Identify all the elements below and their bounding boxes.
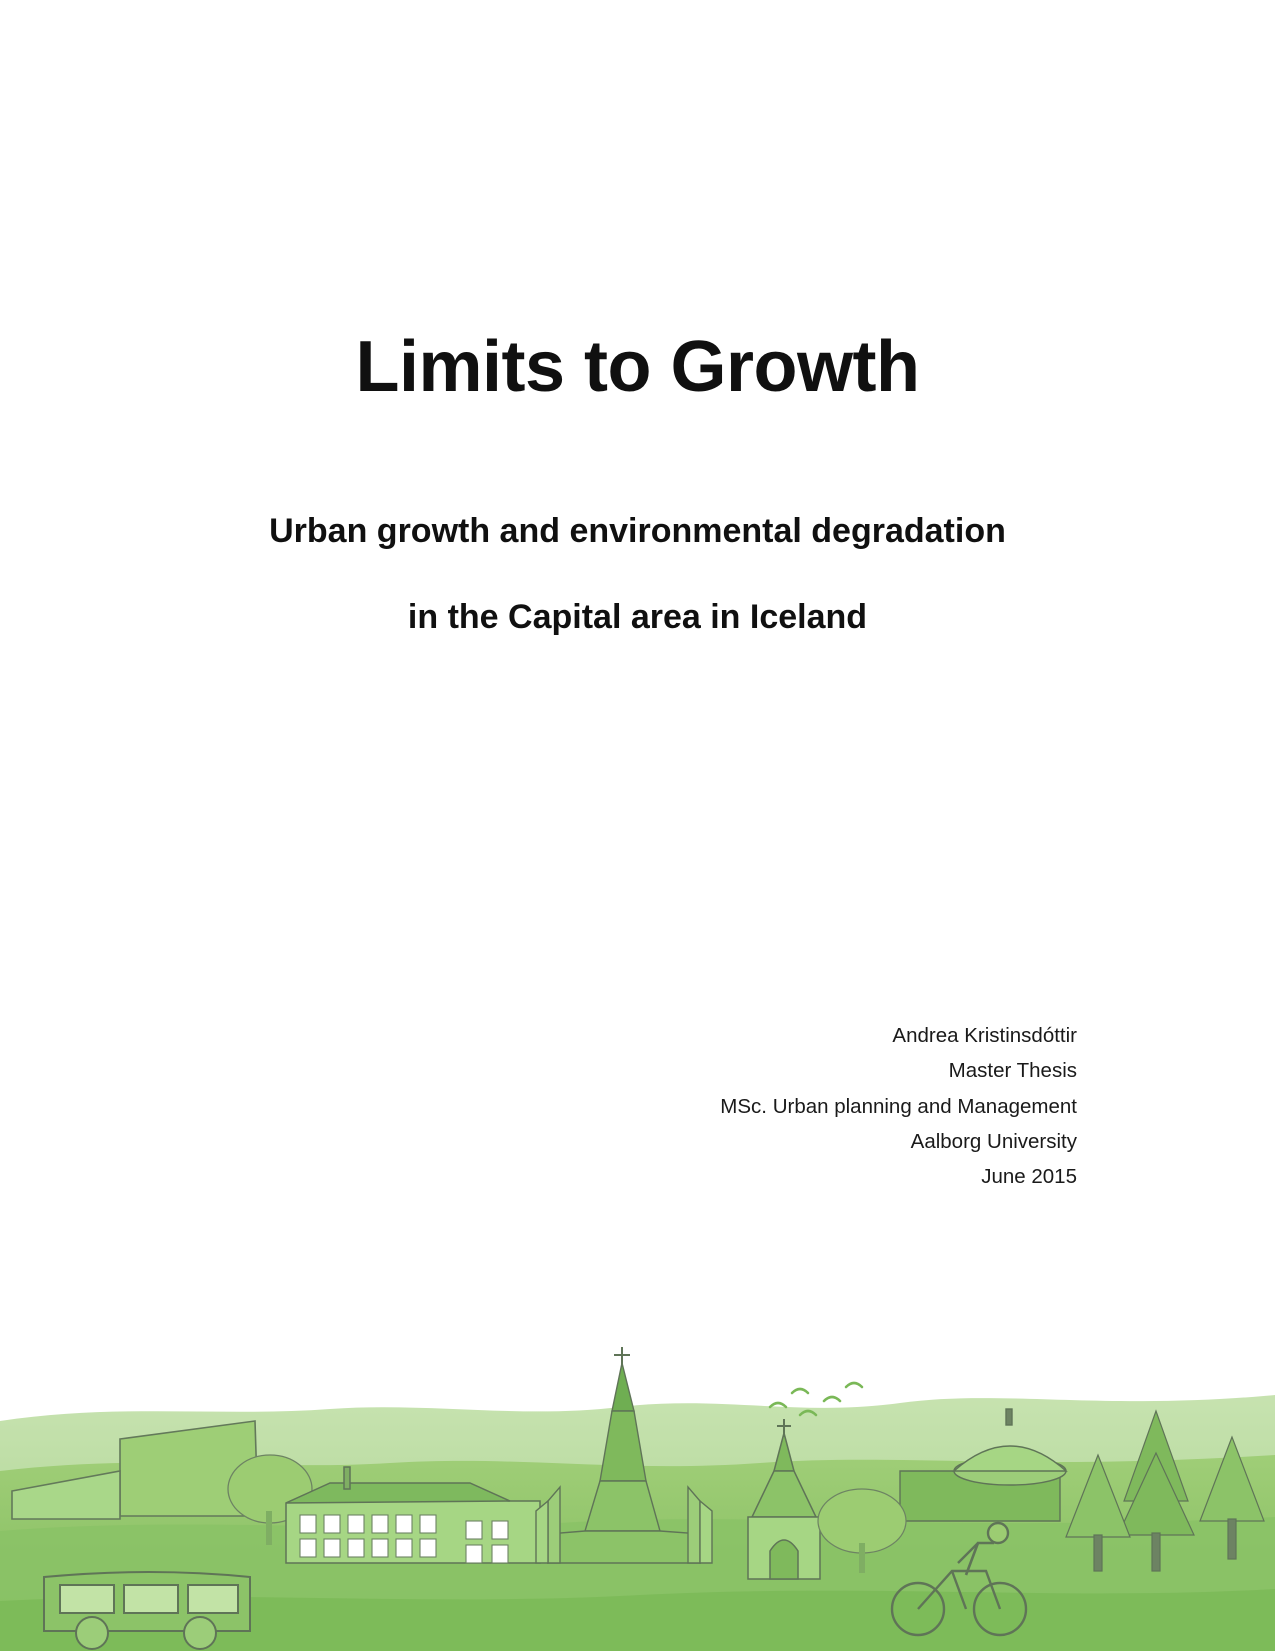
pine-trees-icon	[1066, 1411, 1264, 1571]
author-name: Andrea Kristinsdóttir	[892, 1024, 1077, 1047]
bus-icon	[44, 1572, 250, 1649]
tree-icon	[818, 1489, 906, 1573]
school-house-icon	[286, 1467, 540, 1563]
birds-icon	[770, 1383, 862, 1415]
date: June 2015	[981, 1165, 1077, 1188]
document-type: Master Thesis	[948, 1059, 1077, 1083]
domed-building-icon	[900, 1409, 1066, 1521]
title-block	[0, 327, 1275, 636]
document-subtitle-line-1: Urban growth and environmental degradation	[269, 511, 1006, 550]
small-church-icon	[748, 1419, 820, 1579]
cyclist-icon	[892, 1523, 1026, 1635]
university: Aalborg University	[910, 1129, 1077, 1153]
document-subtitle-line-2: in the Capital area in Iceland	[407, 597, 868, 636]
modern-building-icon	[12, 1421, 258, 1519]
hills	[0, 1395, 1275, 1651]
reykjavik-skyline-illustration	[0, 1171, 1275, 1651]
programme: MSc. Urban planning and Management	[720, 1094, 1077, 1118]
hallgrimskirkja-icon	[536, 1347, 712, 1563]
author-block	[720, 1018, 1077, 1194]
tree-icon	[228, 1455, 312, 1545]
page-title: Limits to Growth	[355, 327, 920, 407]
